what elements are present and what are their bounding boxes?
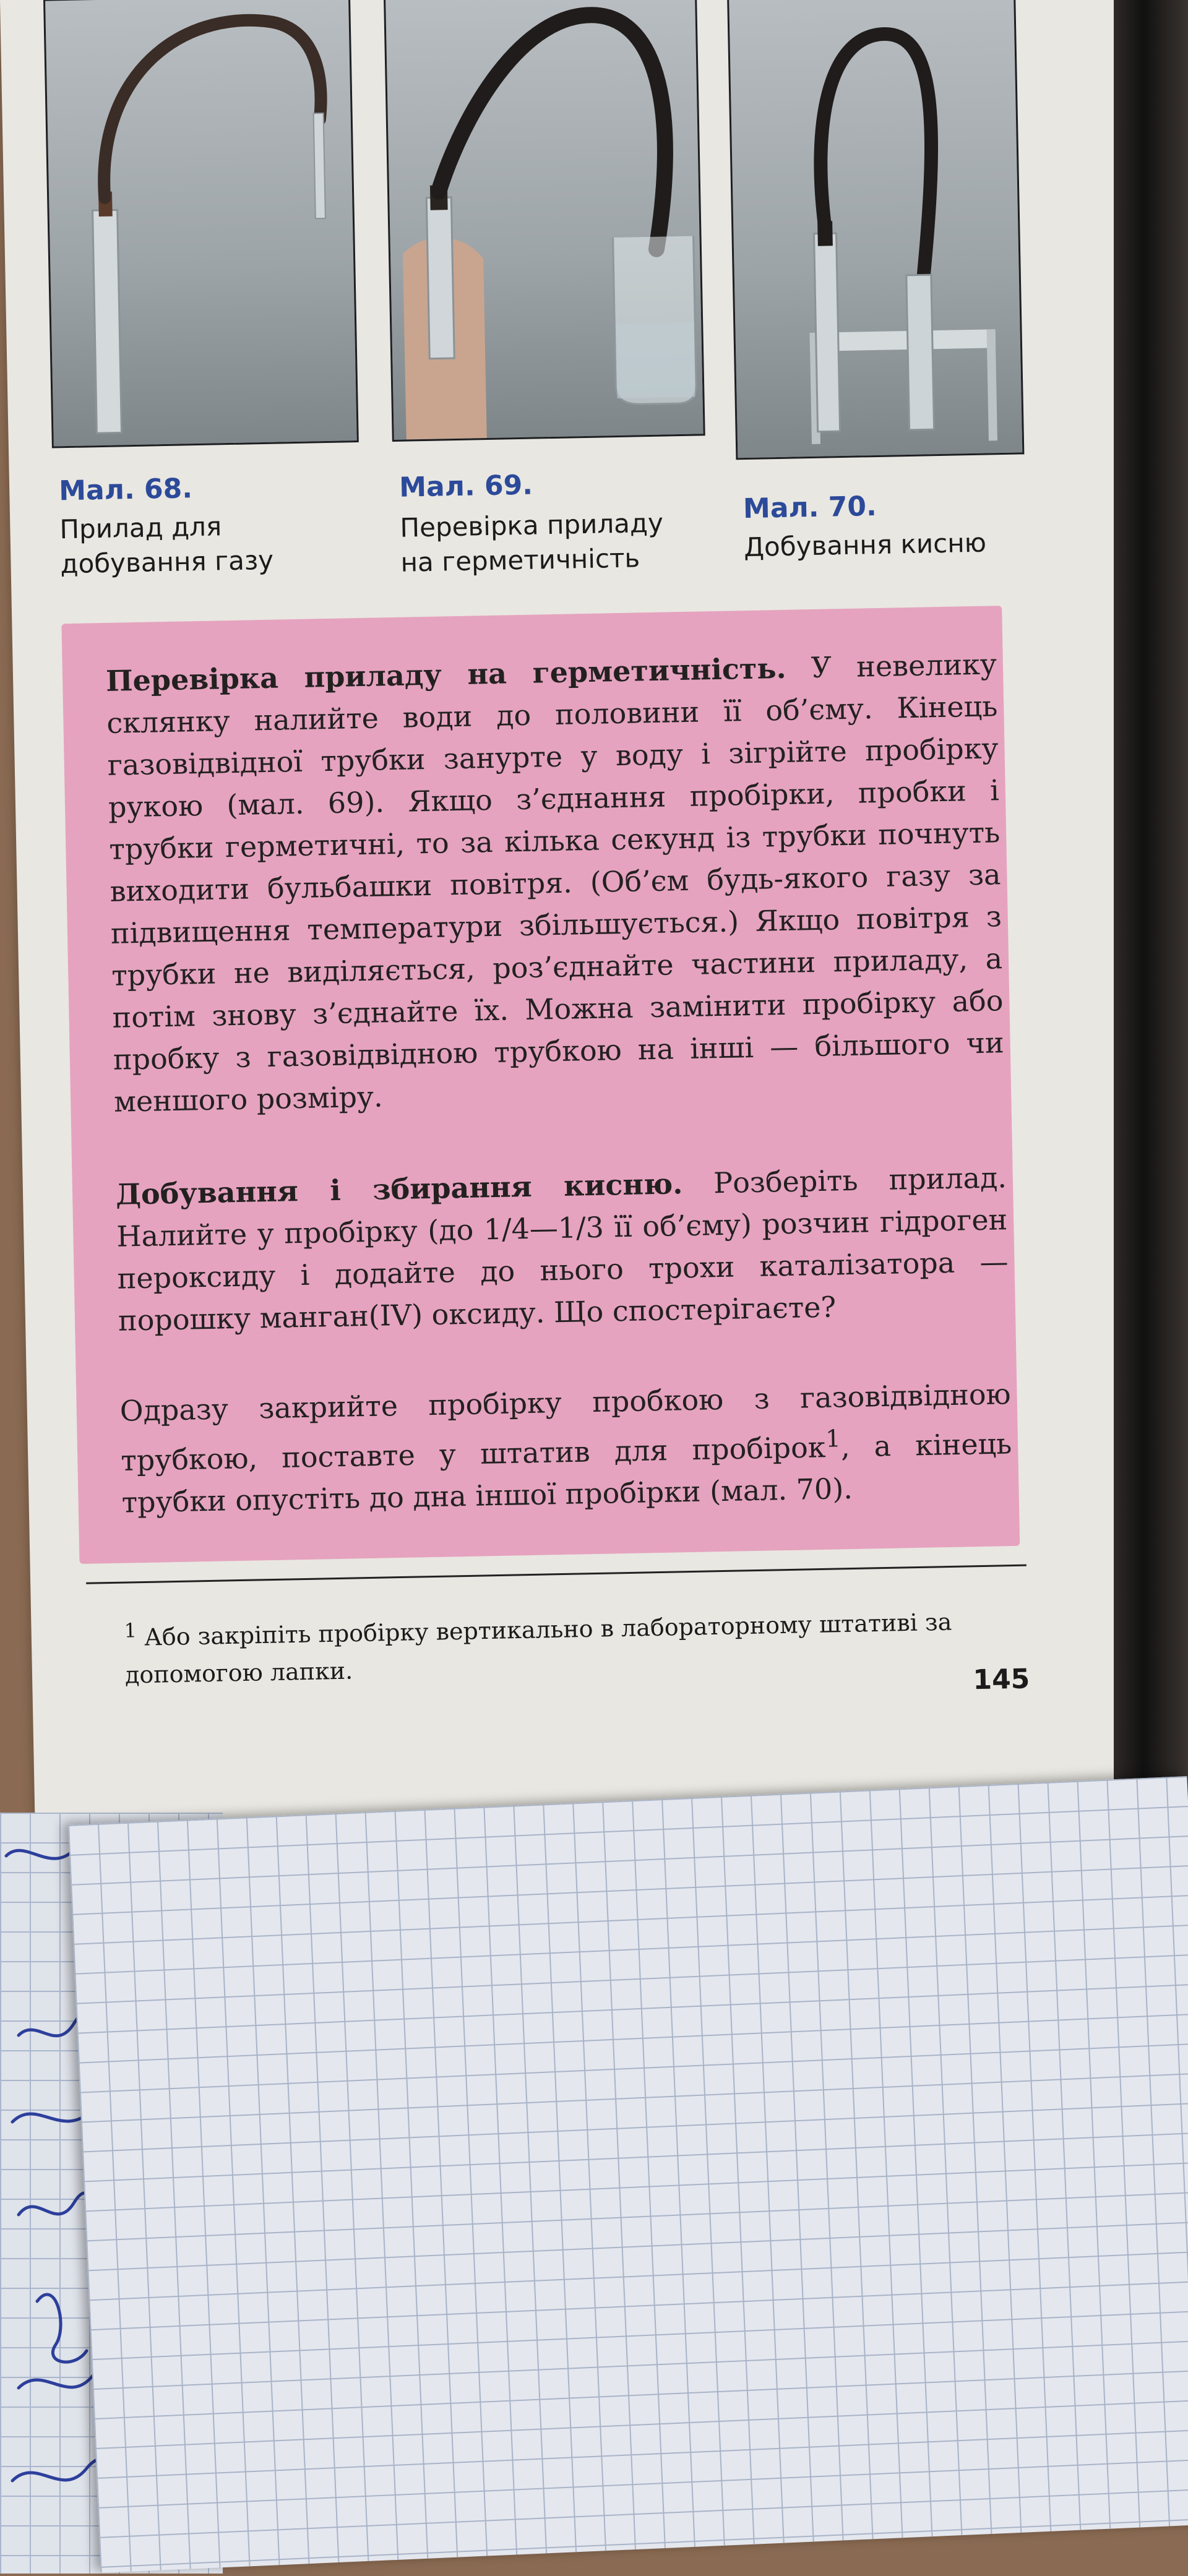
- section-body: , а кінець трубки опустіть до дна іншої пробірки (мал. 70).: [121, 1427, 1012, 1519]
- section-oxygen-collection: [119, 1373, 1013, 1524]
- footnote: [124, 1595, 1041, 1693]
- book-page-edge: [1114, 0, 1188, 1794]
- section-body: Розберіть прилад. Налийте у пробірку (до 1/4—1/3 її об’єму) розчин гідроген пероксиду і додайте до нього трохи каталізатора — порошку манган(IV) оксиду. Що спостерігаєте?: [116, 1161, 1009, 1337]
- footnote-reference: 1: [825, 1425, 842, 1453]
- caption-line: на герметичність: [400, 543, 640, 578]
- section-oxygen-production: [115, 1156, 1009, 1342]
- section-heading: Перевірка приладу на герметичність.: [105, 651, 787, 698]
- figure-70-number: Мал. 70.: [742, 490, 877, 525]
- figure-68-number: Мал. 68.: [58, 473, 193, 507]
- figure-68-caption: [59, 509, 274, 582]
- airtightness-check-image: [385, 0, 704, 440]
- caption-line: добування газу: [60, 544, 274, 580]
- footnote-divider: [86, 1565, 1027, 1584]
- notebook-right-sheet: [68, 1776, 1188, 2573]
- figure-69-photo: [384, 0, 705, 442]
- page-number: 145: [972, 1663, 1030, 1696]
- section-airtightness-check: [106, 643, 1005, 1123]
- figure-70-photo: [727, 0, 1025, 460]
- figure-69-caption: [400, 506, 664, 580]
- caption-line: Перевірка приладу: [400, 507, 664, 543]
- figure-68-photo: [43, 0, 359, 449]
- oxygen-production-image: [729, 0, 1023, 458]
- section-heading: Добування і збирання кисню.: [115, 1167, 683, 1211]
- section-body: У невелику склянку налийте води до половини її об’єму. Кінець газовідвідної трубки занурте у воду і зігрійте пробірку рукою (мал. 69). Якщо з’єднання пробірки, пробки і трубки герметичні, то за кілька секунд із трубки почнуть виходити бульбашки повітря. (Об’єм будь-якого газу за підвищення температури збільшується.) Якщо повітря з трубки не виділяється, роз’єднайте частини приладу, а потім знову з’єднайте їх. Можна замінити пробірку або пробку з газовідвідною трубкою на інші — більшого чи меншого розміру.: [106, 647, 1005, 1118]
- figure-69-number: Мал. 69.: [398, 469, 533, 504]
- section-body: Одразу закрийте пробірку пробкою з газовідвідною трубкою, поставте у штатив для пробірок: [119, 1377, 1012, 1478]
- figure-70-caption: [744, 526, 987, 565]
- footnote-text: Або закріпіть пробірку вертикально в лабораторному штативі за допомогою лапки.: [124, 1608, 952, 1689]
- caption-line: Добування кисню: [743, 527, 987, 563]
- footnote-mark: 1: [124, 1620, 137, 1642]
- caption-line: Прилад для: [59, 511, 222, 545]
- gas-apparatus-image: [45, 0, 357, 446]
